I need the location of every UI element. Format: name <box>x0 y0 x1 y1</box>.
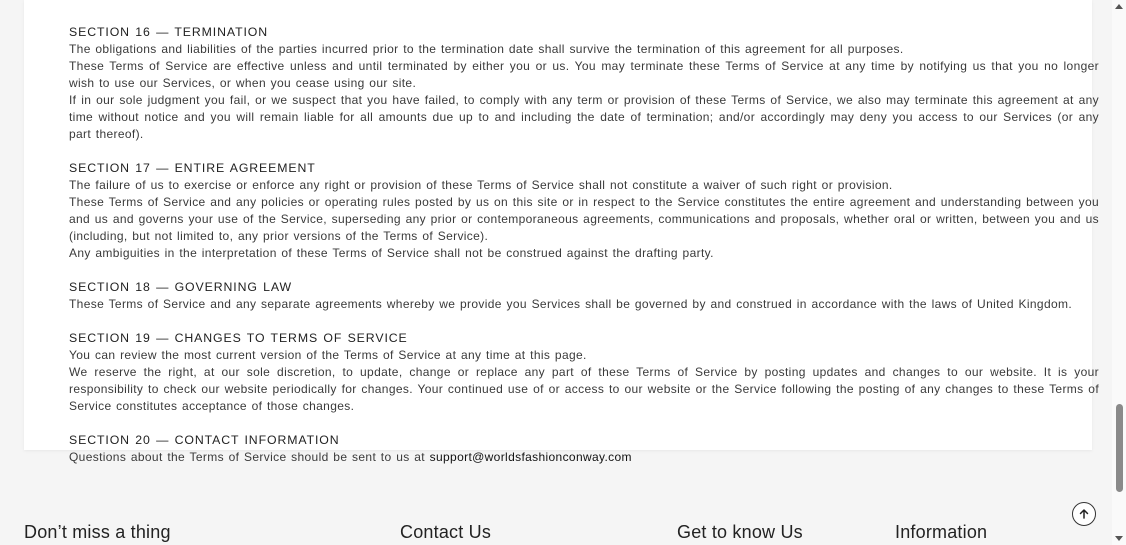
section-paragraph: You can review the most current version of the Terms of Service at any time at this page. <box>69 348 587 362</box>
section-17 <box>69 160 1099 262</box>
section-paragraph: If in our sole judgment you fail, or we suspect that you have failed, to comply with any term or provision of these Terms of Service, we also may terminate this agreement at any time without notice and you will remain liable for all amounts due up to and including the date of termination; and/or accordingly may deny you access to our Services (or any part thereof). <box>69 93 1099 141</box>
footer-heading-contact: Contact Us <box>400 522 492 542</box>
section-18 <box>69 279 1099 313</box>
scroll-down-arrow-icon[interactable] <box>1115 536 1123 541</box>
contact-paragraph <box>69 449 1099 466</box>
section-paragraph: These Terms of Service and any separate agreements whereby we provide you Services shall be governed by and construed in accordance with the laws of United Kingdom. <box>69 297 1073 311</box>
section-title: SECTION 16 — TERMINATION <box>69 25 269 39</box>
section-paragraph: These Terms of Service are effective unless and until terminated by either you or us. You may terminate these Terms of Service at any time by notifying us that you no longer wish to use our Services, or when you cease using our site. <box>69 59 1099 90</box>
arrow-up-icon <box>1078 508 1090 520</box>
section-paragraph: We reserve the right, at our sole discretion, to update, change or replace any part of these Terms of Service by posting updates and changes to our website. It is your responsibility to check our website periodically for changes. Your continued use of or access to our website or the Service following the posting of any changes to these Terms of Service constitutes acceptance of those changes. <box>69 365 1099 413</box>
section-title: SECTION 18 — GOVERNING LAW <box>69 280 293 294</box>
terms-content <box>69 24 1099 483</box>
section-title: SECTION 20 — CONTACT INFORMATION <box>69 433 340 447</box>
section-title: SECTION 17 — ENTIRE AGREEMENT <box>69 161 316 175</box>
section-16 <box>69 24 1099 143</box>
contact-email-link[interactable]: support@worldsfashionconway.com <box>429 450 632 464</box>
section-paragraph: The failure of us to exercise or enforce any right or provision of these Terms of Service shall not constitute a waiver of such right or provision. <box>69 178 893 192</box>
footer-heading-newsletter: Don’t miss a thing <box>24 522 171 542</box>
scroll-up-arrow-icon[interactable] <box>1115 4 1123 9</box>
section-paragraph: These Terms of Service and any policies or operating rules posted by us on this site or in respect to the Service constitutes the entire agreement and understanding between you and us and governs your use of the Service, superseding any prior or contemporaneous agreements, communications and proposals, whether oral or written, between you and us (including, but not limited to, any prior versions of the Terms of Service). <box>69 195 1099 243</box>
footer-heading-about: Get to know Us <box>677 522 803 542</box>
section-19 <box>69 330 1099 415</box>
contact-text: Questions about the Terms of Service should be sent to us at <box>69 450 425 464</box>
section-20 <box>69 432 1099 466</box>
section-title: SECTION 19 — CHANGES TO TERMS OF SERVICE <box>69 331 408 345</box>
section-paragraph: The obligations and liabilities of the parties incurred prior to the termination date shall survive the termination of this agreement for all purposes. <box>69 42 904 56</box>
footer <box>0 522 1110 545</box>
page-scrollbar[interactable] <box>1112 0 1126 545</box>
scrollbar-thumb[interactable] <box>1116 404 1123 492</box>
footer-heading-information: Information <box>895 522 988 542</box>
section-paragraph: Any ambiguities in the interpretation of these Terms of Service shall not be construed against the drafting party. <box>69 246 714 260</box>
terms-card <box>24 0 1099 464</box>
